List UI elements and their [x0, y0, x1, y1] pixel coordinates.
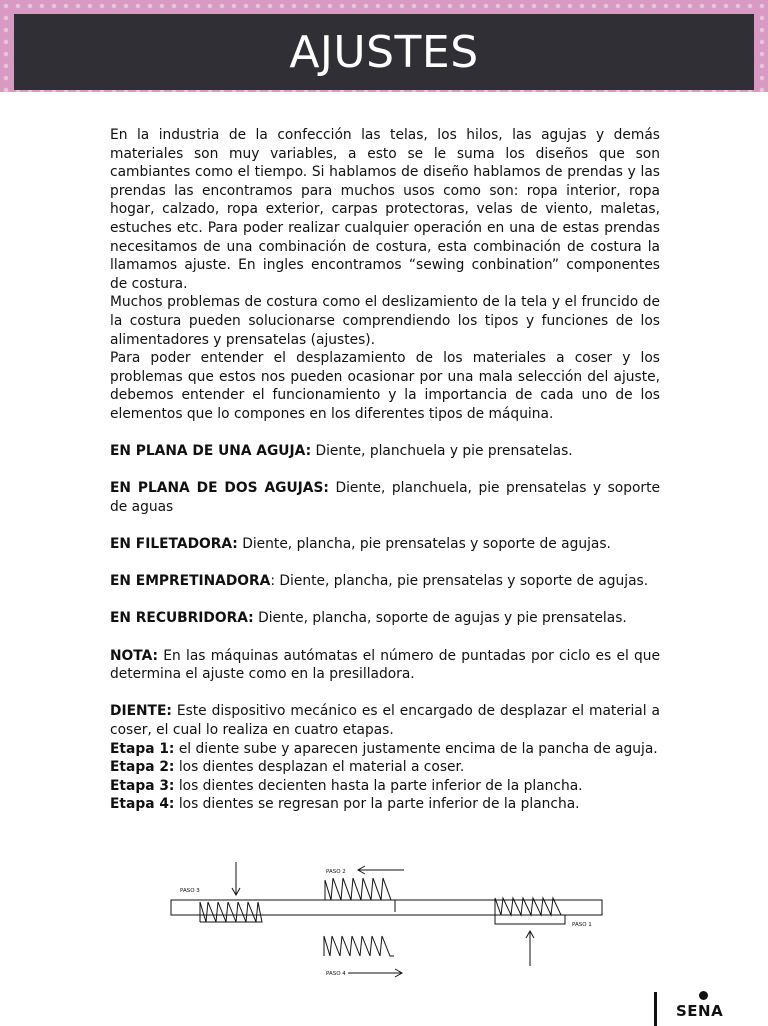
label-paso1: PASO 1 [572, 922, 592, 928]
item-label: EN FILETADORA: [110, 536, 238, 553]
etapa-label: Etapa 4: [110, 796, 175, 813]
item-nota [110, 647, 660, 684]
teeth-paso1 [495, 898, 565, 924]
page-title: AJUSTES [289, 26, 479, 78]
teeth-paso2 [325, 878, 395, 912]
item-label: EN PLANA DE UNA AGUJA: [110, 443, 312, 460]
item-plana-dos-agujas [110, 479, 660, 516]
etapa-label: Etapa 3: [110, 777, 175, 794]
problems-paragraph: Muchos problemas de costura como el deslizamiento de la tela y el fruncido de la costura pueden solucionarse comprendiendo los tipos y funciones de los alimentadores y prensatelas (ajustes). [110, 294, 660, 348]
etapa-text: el diente sube y aparecen justamente encima de la pancha de aguja. [174, 740, 658, 757]
item-text: : Diente, plancha, pie prensatelas y soporte de agujas. [270, 573, 649, 590]
item-text: Diente, planchuela y pie prensatelas. [311, 443, 573, 460]
etapa-2 [110, 758, 660, 777]
teeth-paso3 [200, 902, 262, 922]
item-label: NOTA: [110, 647, 159, 664]
sena-logo [654, 990, 768, 1024]
item-text: Diente, plancha, soporte de agujas y pie prensatelas. [253, 610, 627, 627]
etapa-label: Etapa 2: [110, 759, 175, 776]
etapa-text: los dientes decienten hasta la parte inferior de la plancha. [174, 777, 583, 794]
logo-divider [654, 992, 657, 1026]
etapa-3 [110, 777, 660, 796]
label-paso2: PASO 2 [326, 869, 346, 875]
item-recubridora [110, 609, 660, 628]
logo-text: SENA [676, 1002, 724, 1020]
item-text: Diente, plancha, pie prensatelas y soporte de agujas. [237, 536, 611, 553]
item-plana-una-aguja [110, 442, 660, 461]
understanding-paragraph: Para poder entender el desplazamiento de los materiales a coser y los problemas que estos nos pueden ocasionar por una mala selección del ajuste, debemos entender el funcionamiento y la importancia de cada uno de los elementos que lo compones en los diferentes tipos de máquina. [110, 350, 660, 422]
header-banner [0, 0, 768, 92]
etapa-text: los dientes se regresan por la parte inferior de la plancha. [174, 796, 580, 813]
etapa-text: los dientes desplazan el material a coser. [174, 759, 465, 776]
label-paso3: PASO 3 [180, 888, 200, 894]
teeth-paso4 [324, 936, 394, 956]
etapa-1 [110, 740, 660, 759]
item-filetadora [110, 535, 660, 554]
diente-text: Este dispositivo mecánico es el encargado de desplazar el material a coser, el cual lo realiza en cuatro etapas. [110, 703, 660, 738]
item-label: EN EMPRETINADORA [110, 573, 271, 590]
item-text: Diente, planchuela, pie prensatelas y soporte de aguas [110, 480, 660, 515]
intro-paragraph: En la industria de la confección las telas, los hilos, las agujas y demás materiales son muy variables, a esto se le suma los diseños que son cambiantes como el tiempo. Si hablamos de diseño hablamos de prendas y las prendas las encontramos para muchos usos como son: ropa interior, ropa hogar, calzado, ropa exterior, carpas protectoras, velas de viento, maletas, estuches etc. Para poder realizar cualquier operación en una de estas prendas necesitamos de una combinación de costura, esta combinación de costura la llamamos ajuste. En ingles encontramos “sewing conbination” componentes de costura. [110, 127, 660, 292]
diente-paragraph [110, 702, 660, 739]
item-label: EN PLANA DE DOS AGUJAS: [110, 480, 329, 497]
logo-mark-icon [699, 991, 708, 1000]
etapa-label: Etapa 1: [110, 740, 175, 757]
label-paso4: PASO 4 [326, 971, 346, 977]
document-body [110, 126, 660, 814]
etapa-4 [110, 795, 660, 814]
title-bar [14, 14, 754, 90]
item-text: En las máquinas autómatas el número de puntadas por ciclo es el que determina el ajuste como en la presilladora. [110, 647, 660, 683]
item-label: EN RECUBRIDORA: [110, 610, 254, 627]
item-empretinadora [110, 572, 660, 591]
feed-dog-diagram [150, 848, 620, 988]
diente-label: DIENTE: [110, 703, 172, 720]
